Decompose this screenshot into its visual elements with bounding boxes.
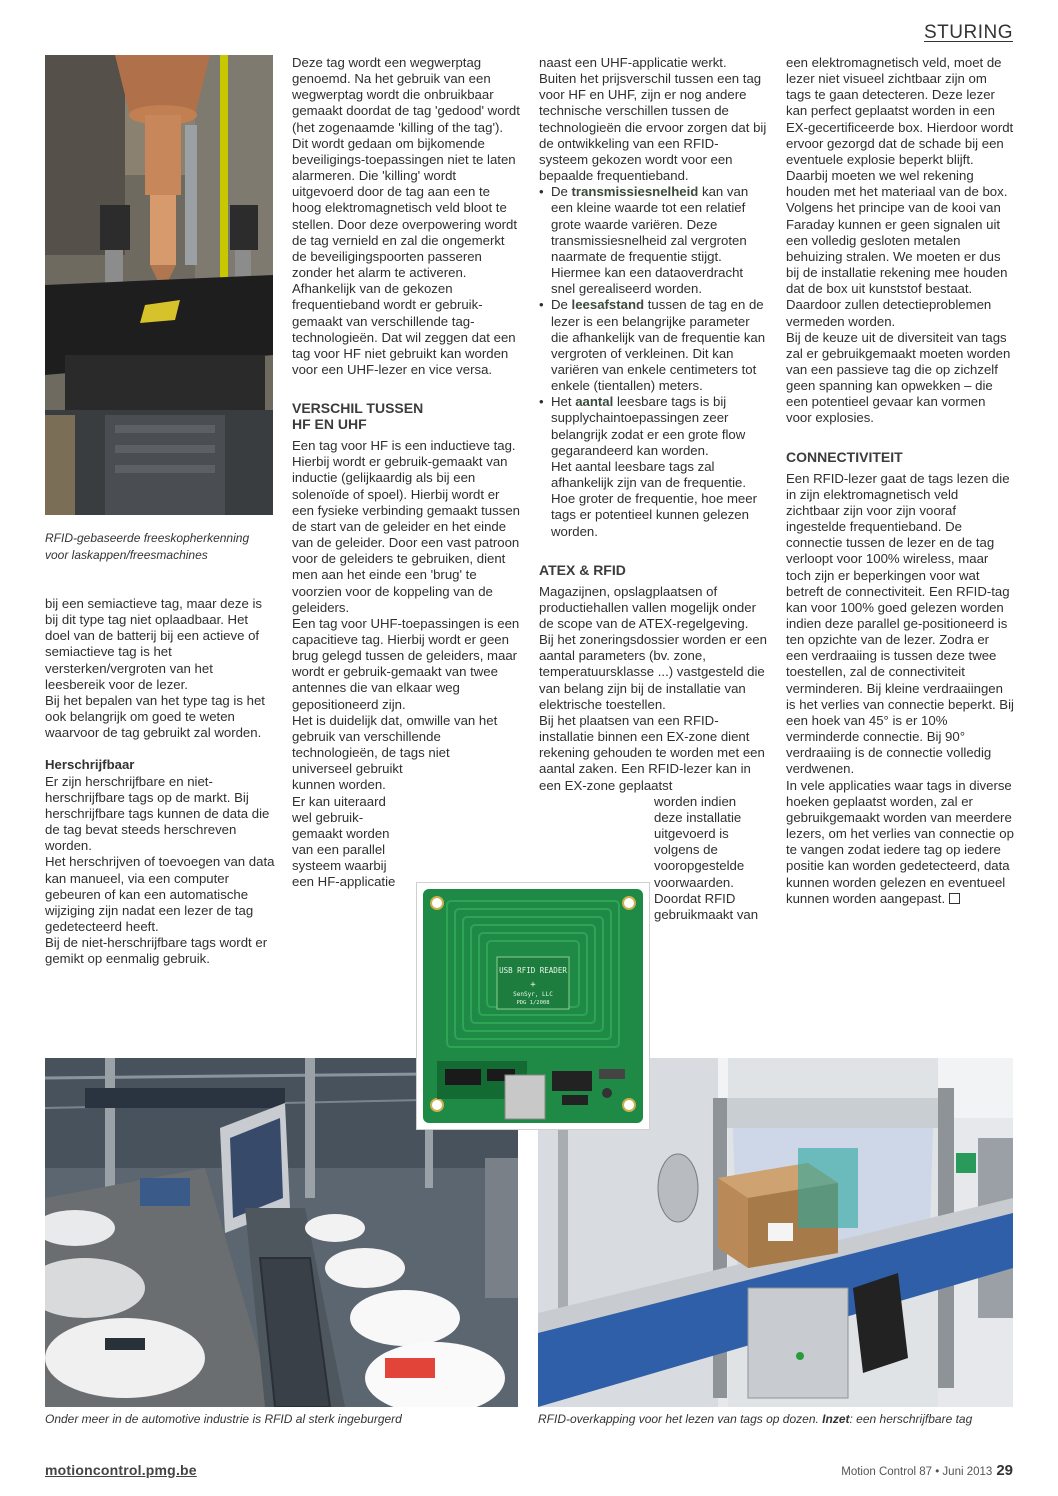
text-line: voorwaarden.: [654, 874, 734, 890]
text-line: Er kan uiteraard: [292, 793, 386, 809]
heading-connectiviteit: CONNECTIVITEIT: [786, 448, 903, 465]
column-2-text: [292, 55, 520, 891]
paragraph: Magazijnen, opslagplaatsen of productiehallen vallen mogelijk onder de scope van de ATEX-regelgeving.: [539, 583, 756, 631]
paragraph: Bij de niet-herschrijfbare tags wordt er gemikt op eenmalig gebruik.: [45, 935, 268, 967]
pcb-label-title: USB RFID READER: [499, 966, 567, 975]
bullet-leesafstand: • De leesafstand tussen de tag en de lezer is een belangrijke parameter die afhankelijk van de frequentie kan vergroten of verkleinen. Dit kan variëren van enkele centimeters tot enkele (tientallen) meters.: [539, 297, 766, 394]
section-label: STURING: [924, 22, 1013, 43]
page-number: 29: [996, 1462, 1013, 1479]
paragraph: een elektromagnetisch veld, moet de lezer niet visueel zichtbaar zijn om tags te gaan detecteren. Deze lezer kan perfect geplaatst worden in een EX-gecertificeerde box. Hierdoor wordt ervoor gezorgd dat de schade bij een eventuele explosie beperkt blijft.: [786, 55, 1014, 167]
bullet-aantal: • Het aantal leesbare tags is bij supplychaintoepassingen zeer belangrijk zodat er een grote flow gegarandeerd kan worden.: [539, 394, 746, 458]
photo-caption-automotive: Onder meer in de automotive industrie is RFID al sterk ingeburgerd: [45, 1412, 402, 1426]
pcb-label-maker: SenSyr, LLC: [513, 991, 553, 998]
paragraph: Deze tag wordt een wegwerptag genoemd. Na het gebruik van een wegwerptag wordt die onbruikbaar gemaakt doordat de tag 'gedood' wordt (het zogenaamde 'killing of the tag'). Dit wordt gedaan om bijkomende beveiligings-toepassingen niet te laten alarmeren. Die 'killing' wordt uitgevoerd door de tag aan een te hoog elektromagnetisch veld bloot te stellen. Door deze overpowering wordt de tag vernield en zal die ongemerkt de beveiligingspoorten passeren zonder het alarm te activeren.: [292, 55, 520, 281]
text-line: universeel gebruikt: [292, 761, 403, 777]
text-line: volgens de: [654, 842, 718, 858]
text-line: systeem waarbij: [292, 858, 387, 874]
paragraph: Het is duidelijk dat, omwille van het gebruik van verschillende technologieën, de tags niet: [292, 712, 498, 761]
paragraph: Bij de keuze uit de diversiteit van tags zal er gebruikgemaakt moeten worden van een passieve tag die op zichzelf geen spanning kan opwekken – die een potentieel gevaar kan vormen voor explosies.: [786, 329, 1011, 426]
text-line: een HF-applicatie: [292, 874, 396, 890]
text-line: van een parallel: [292, 842, 386, 858]
photo-caption-rfid-overkapping: RFID-overkapping voor het lezen van tags op dozen. Inzet: een herschrijfbare tag: [538, 1412, 973, 1426]
photo-caption-freeskop: RFID-gebaseerde freeskopherkenning voor laskappen/freesmachines: [45, 531, 250, 562]
text-line: vooropgestelde: [654, 858, 745, 874]
paragraph: Er zijn herschrijfbare en niet-herschrijfbare tags op de markt. Bij herschrijfbare tags kunnen de data die de tag bevat steeds herschreven worden.: [45, 773, 270, 854]
paragraph: naast een UHF-applicatie werkt. Buiten het prijsverschil tussen een tag voor HF en UHF, zijn er nog andere technische verschillen tussen de technologieën die ervoor zorgen dat bij de ontwikkeling van een RFID-systeem gekozen wordt voor een bepaalde frequentieband.: [539, 55, 767, 184]
paragraph: Bij het zoneringsdossier worden er een aantal parameters (bv. zone, temperatuursklasse ...) vastgesteld die van belang zijn bij de installatie van elektrische toestellen.: [539, 632, 767, 712]
end-of-article-mark: [949, 893, 960, 904]
footer-issue-info: Motion Control 87 • Juni 2013 29: [841, 1462, 1013, 1479]
usb-rfid-reader-inset: [416, 882, 650, 1130]
paragraph: In vele applicaties waar tags in diverse hoeken geplaatst worden, zal er gebruikgemaakt worden van meerdere lezers, om het verlies van connectie op te vangen zodat iedere tag op iedere positie kan worden gedetecteerd, data kunnen worden gelezen en eventueel kunnen worden aangepast.: [786, 777, 1014, 906]
paragraph: bij een semiactieve tag, maar deze is bij dit type tag niet oplaadbaar. Het doel van de batterij bij een actieve of semiactieve tag is het versterken/vergroten van het leesbereik voor de lezer.: [45, 596, 262, 692]
paragraph: Het aantal leesbare tags zal afhankelijk zijn van de frequentie. Hoe groter de frequentie, hoe meer tags er potentieel kunnen gelezen worden.: [551, 458, 757, 539]
text-line: wel gebruik-: [292, 809, 364, 825]
heading-verschil-hf-uhf: VERSCHIL TUSSEN HF EN UHF: [292, 400, 424, 433]
freeskop-photo: [45, 55, 273, 515]
column-4-text: [786, 55, 1014, 907]
paragraph: Afhankelijk van de gekozen frequentieband wordt er gebruik-gemaakt van verschillende tag-technologieën. Dat wil zeggen dat een tag voor HF niet gebruikt kan worden voor een UHF-lezer en vice versa.: [292, 281, 516, 377]
text-line: worden indien: [654, 793, 737, 809]
svg-text:+: +: [530, 980, 536, 990]
text-line: kunnen worden.: [292, 777, 386, 793]
paragraph: Daarbij moeten we wel rekening houden met het materiaal van de box. Volgens het principe van de kooi van Faraday kunnen er geen signalen uit een volledig gesloten metalen behuizing stralen. We moeten er dus bij de installatie rekening mee houden dat de box uit kunststof bestaat. Daardoor zullen detectieproblemen vermeden worden.: [786, 168, 1008, 329]
subheading-herschrijfbaar: Herschrijfbaar: [45, 757, 135, 773]
text-line: gemaakt worden: [292, 825, 390, 841]
paragraph: Een RFID-lezer gaat de tags lezen die in zijn elektromagnetisch veld zichtbaar zijn voor zijn vooraf ingestelde frequentieband. De connectie tussen de lezer en de tag verloopt voor 100% wireless, maar toch zijn er beperkingen voor wat betreft de connectiviteit. Een RFID-tag kan voor 100% goed gelezen worden indien deze parallel ge-positioneerd is ten opzichte van de lezer. Zodra er een verdraaiing is tussen deze twee toestellen, zal de connectiviteit verminderen. Bij kleine verdraaiingen is het verlies van connectie beperkt. Bij een hoek van 45° is er 10% verminderde connectie. Bij 90° verdraaiing is de connectie volledig verdwenen.: [786, 470, 1014, 777]
text-line: deze installatie: [654, 809, 742, 825]
column-1-text: [45, 596, 275, 967]
paragraph: Een tag voor UHF-toepassingen is een capacitieve tag. Hierbij wordt er geen brug gelegd tussen de geleiders, maar wordt er gebruik-gemaakt van twee antennes die van elkaar weg gepositioneerd zijn.: [292, 615, 520, 712]
bullet-transmissiesnelheid: • De transmissiesnelheid kan van een kleine waarde tot een relatief grote waarde variëren. Deze transmissiesnelheid zal vergroten naarmate de frequentie stijgt. Hiermee kan een dataoverdracht snel gerealiseerd worden.: [539, 184, 749, 297]
paragraph: Bij het plaatsen van een RFID-installatie binnen een EX-zone dient rekening gehouden te worden met een aantal zaken. Een RFID-lezer kan in een EX-zone geplaatst: [539, 712, 765, 793]
paragraph: Bij het bepalen van het type tag is het ook belangrijk om goed te weten waarvoor de tag gebruikt zal worden.: [45, 692, 265, 741]
paragraph: Een tag voor HF is een inductieve tag. Hierbij wordt er gebruik-gemaakt van inductie (gelijkaardig als bij een solenoïde of spoel). Hierbij wordt er een fysieke verbinding gemaakt tussen de start van de geleider en het einde van de geleider. Door een vast patroon voor de geleiders te gebruiken, dient men aan het einde een 'brug' te voorzien voor de koppeling van de geleiders.: [292, 438, 520, 615]
text-line: gebruikmaakt van: [654, 906, 759, 922]
heading-atex-rfid: ATEX & RFID: [539, 561, 626, 578]
pcb-label-code: PDG 1/2008: [516, 1000, 550, 1006]
paragraph: Het herschrijven of toevoegen van data kan manueel, via een computer gebeuren of kan een automatische wijziging zijn nadat een lezer de tag gedetecteerd heeft.: [45, 854, 275, 934]
text-line: uitgevoerd is: [654, 826, 729, 842]
column-3-text: [539, 55, 767, 923]
text-line: Doordat RFID: [654, 890, 736, 906]
footer-website-link[interactable]: motioncontrol.pmg.be: [45, 1462, 197, 1478]
